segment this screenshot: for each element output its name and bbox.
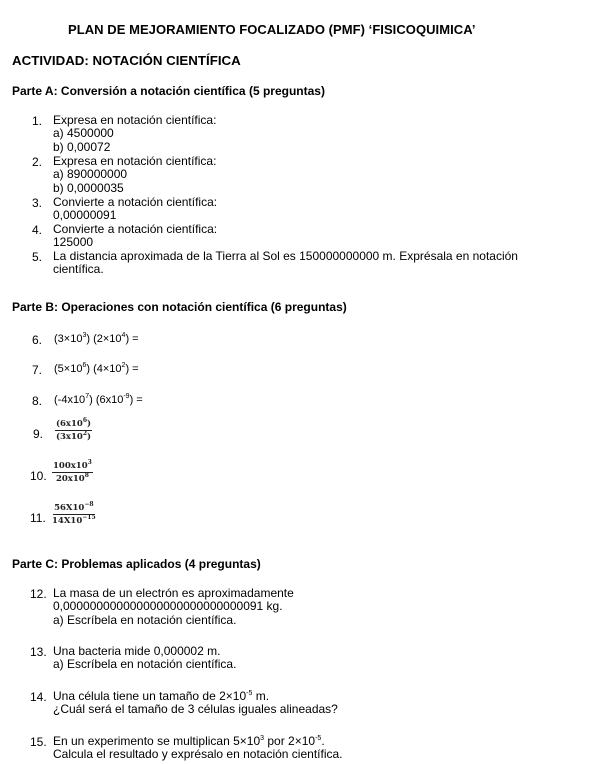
exponent: −8 bbox=[84, 501, 94, 508]
fraction bbox=[55, 419, 92, 442]
question-number: 3. bbox=[31, 196, 42, 210]
exponent: 3 bbox=[82, 332, 87, 339]
question-number: 14. bbox=[30, 690, 47, 704]
question-value: 0,00000091 bbox=[53, 208, 117, 222]
activity-heading: ACTIVIDAD: NOTACIÓN CIENTÍFICA bbox=[12, 53, 241, 68]
expression-part: (5×10 bbox=[54, 363, 83, 375]
exponent: 3 bbox=[87, 459, 92, 466]
denominator-base: 14X10 bbox=[52, 516, 83, 526]
exponent: 2 bbox=[121, 362, 126, 369]
expression-part: (-4x10 bbox=[54, 394, 86, 406]
exponent: −15 bbox=[82, 514, 96, 521]
question-number: 7. bbox=[31, 363, 42, 377]
denominator-base: (3x10 bbox=[56, 432, 83, 442]
numerator-tail: ) bbox=[87, 419, 92, 429]
fraction bbox=[52, 503, 96, 526]
question-number: 11. bbox=[30, 511, 46, 525]
numerator-base: 100x10 bbox=[53, 461, 88, 471]
question-subitem: a) Escríbela en notación científica. bbox=[53, 657, 237, 671]
exponent: -5 bbox=[246, 690, 253, 697]
question-text: La distancia aproximada de la Tierra al Sol es 150000000000 m. Exprésala en notación bbox=[53, 249, 518, 263]
denominator-base: 20x10 bbox=[55, 474, 85, 484]
expression bbox=[54, 394, 143, 407]
exponent: 3 bbox=[260, 735, 265, 742]
numerator-base: (6x10 bbox=[56, 419, 83, 429]
question-value: 0,000000000000000000000000000091 kg. bbox=[53, 599, 283, 613]
fraction-denominator bbox=[56, 431, 91, 442]
fraction-denominator bbox=[56, 473, 89, 484]
question-text-continued: científica. bbox=[53, 262, 104, 276]
exponent: 7 bbox=[85, 393, 90, 400]
question-number: 5. bbox=[31, 250, 42, 264]
question-number: 2. bbox=[31, 155, 42, 169]
question-number: 9. bbox=[33, 427, 44, 441]
question-subitem: b) 0,00072 bbox=[53, 140, 111, 154]
exponent: 4 bbox=[121, 332, 126, 339]
exponent: -9 bbox=[123, 393, 130, 400]
text-part: m. bbox=[252, 689, 270, 703]
question-text: La masa de un electrón es aproximadamente bbox=[53, 586, 294, 600]
expression-part: (3×10 bbox=[54, 333, 83, 345]
question-number: 13. bbox=[30, 645, 47, 659]
expression bbox=[54, 333, 139, 346]
question-subitem: a) Escríbela en notación científica. bbox=[53, 613, 237, 627]
exponent: -5 bbox=[315, 735, 322, 742]
question-number: 8. bbox=[31, 394, 42, 408]
question-value: 125000 bbox=[53, 235, 94, 249]
exponent: 6 bbox=[82, 417, 88, 424]
text-part: por 2×10 bbox=[264, 734, 316, 748]
question-subitem: a) 890000000 bbox=[53, 167, 128, 181]
question-text-continued: Calcula el resultado y exprésalo en notación científica. bbox=[53, 747, 343, 761]
question-number: 1. bbox=[31, 114, 42, 128]
question-text: Convierte a notación científica: bbox=[53, 195, 218, 209]
text-part: Una célula tiene un tamaño de 2×10 bbox=[53, 689, 247, 703]
text-part: En un experimento se multiplican 5×10 bbox=[53, 734, 261, 748]
fraction-denominator bbox=[52, 515, 96, 526]
expression-part: ) (4×10 bbox=[86, 363, 122, 375]
question-subitem: a) 4500000 bbox=[53, 126, 114, 140]
fraction bbox=[52, 461, 93, 484]
expression-part: ) = bbox=[125, 363, 139, 375]
part-b-heading: Parte B: Operaciones con notación científica (6 preguntas) bbox=[12, 300, 347, 314]
expression-part: ) = bbox=[125, 333, 139, 345]
question-text-continued: ¿Cuál será el tamaño de 3 células iguales alineadas? bbox=[53, 702, 338, 716]
question-text: Expresa en notación científica: bbox=[53, 154, 217, 168]
question-number: 15. bbox=[30, 735, 47, 749]
part-c-heading: Parte C: Problemas aplicados (4 preguntas) bbox=[12, 557, 261, 571]
question-text: Expresa en notación científica: bbox=[53, 113, 217, 127]
document-title: PLAN DE MEJORAMIENTO FOCALIZADO (PMF) ‘FISICOQUIMICA’ bbox=[68, 22, 476, 37]
question-number: 10. bbox=[30, 469, 47, 483]
numerator-base: 56X10 bbox=[54, 503, 85, 513]
text-part: . bbox=[321, 734, 325, 748]
denominator-tail: ) bbox=[87, 432, 92, 442]
question-number: 6. bbox=[31, 333, 42, 347]
question-number: 12. bbox=[30, 587, 47, 601]
part-a-heading: Parte A: Conversión a notación científica (5 preguntas) bbox=[12, 84, 325, 98]
expression-part: ) = bbox=[129, 394, 143, 406]
expression-part: ) (2×10 bbox=[86, 333, 122, 345]
question-number: 4. bbox=[31, 223, 42, 237]
exponent: 6 bbox=[82, 362, 87, 369]
expression-part: ) (6x10 bbox=[89, 394, 124, 406]
exponent: 2 bbox=[82, 430, 88, 437]
expression bbox=[54, 363, 139, 376]
exponent: 8 bbox=[84, 472, 89, 479]
question-text: Una bacteria mide 0,000002 m. bbox=[53, 644, 221, 658]
question-text: Convierte a notación científica: bbox=[53, 222, 218, 236]
question-subitem: b) 0,0000035 bbox=[53, 181, 124, 195]
